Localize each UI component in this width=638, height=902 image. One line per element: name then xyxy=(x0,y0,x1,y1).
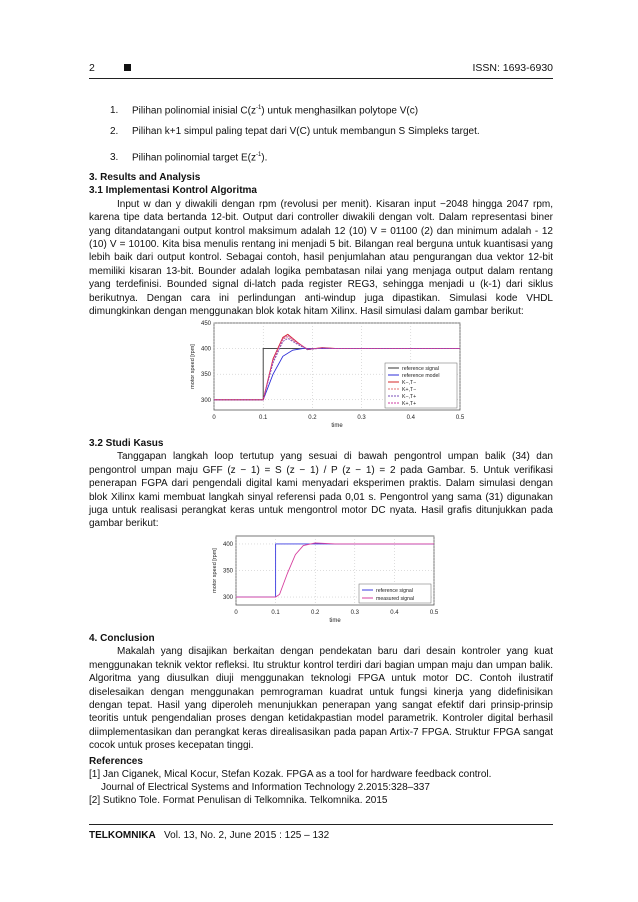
list-item: 2. Pilihan k+1 simpul paling tepat dari V(C) untuk membangun S Simpleks target. xyxy=(110,126,480,137)
y-tick-label: 400 xyxy=(222,541,233,548)
x-tick-label: 0.1 xyxy=(271,610,280,616)
legend-label: reference signal xyxy=(402,366,439,372)
x-tick-label: 0.5 xyxy=(455,415,465,421)
reference-item: [1] Jan Ciganek, Mical Kocur, Stefan Kozak. FPGA as a tool for hardware feedback control. xyxy=(89,769,492,780)
legend-label: reference signal xyxy=(376,588,413,594)
legend-label: K+,T+ xyxy=(402,401,417,407)
references xyxy=(89,755,553,807)
legend-label: K−,T+ xyxy=(402,394,417,400)
x-tick-label: 0.3 xyxy=(350,610,359,616)
header-rule xyxy=(89,78,553,79)
subsection-title: 3.2 Studi Kasus xyxy=(89,438,164,449)
section-title: 4. Conclusion xyxy=(89,633,155,644)
x-tick-label: 0 xyxy=(234,610,238,616)
x-tick-label: 0 xyxy=(212,415,216,421)
section-conclusion xyxy=(89,632,553,753)
y-tick-label: 450 xyxy=(200,321,211,327)
issue-info: Vol. 13, No. 2, June 2015 : 125 – 132 xyxy=(164,830,330,841)
figure-1-chart xyxy=(180,318,470,434)
reference-item-cont: Journal of Electrical Systems and Information Technology 2.2015:328–337 xyxy=(101,782,430,793)
page-header xyxy=(89,62,553,76)
section-case-study xyxy=(89,437,553,531)
y-tick-label: 400 xyxy=(200,346,211,353)
section-results xyxy=(89,171,553,318)
legend-label: measured signal xyxy=(376,596,415,602)
references-title: References xyxy=(89,756,143,767)
y-tick-label: 350 xyxy=(200,372,211,379)
x-axis-label: time xyxy=(331,423,343,429)
x-tick-label: 0.2 xyxy=(308,415,317,421)
subsection-title: 3.1 Implementasi Kontrol Algoritma xyxy=(89,185,257,197)
paragraph: Makalah yang disajikan berkaitan dengan pendekatan baru dari desain kontroler yang kuat menggunakan teknik vektor refleksi. Itu struktur kontrol terdiri dari bagian umpan maju dan umpan balik. Algoritma yang diusulkan diuji menggunakan teknologi FPGA untuk motor DC. Contoh ilustratif diselesaikan dengan menggunakan pemrograman kuadrat untuk fungsi kinerja yang didefinisikan dengan tepat. Hasil yang diperoleh menunjukkan penerapan yang sangat efektif dari prinsip-prinsip teoritis untuk pengendalian proses dengan ketidakpastian model parametrik. Kontroler digital berhasil diimplementasikan dan perangkat keras direalisasikan pada papan Artix-7 FPGA. Struktur FPGA sangat cocok untuk proses kecepatan tinggi. xyxy=(89,646,553,752)
x-tick-label: 0.5 xyxy=(429,610,439,616)
section-title: 3. Results and Analysis xyxy=(89,172,201,183)
y-tick-label: 350 xyxy=(222,568,233,575)
y-tick-label: 300 xyxy=(222,595,233,602)
y-axis-label: motor speed [rpm] xyxy=(212,548,218,593)
list-item: 1. Pilihan polinomial inisial $C(z^{-1})$ untuk menghasilkan polytope V(c) xyxy=(110,105,419,117)
x-tick-label: 0.3 xyxy=(357,415,366,421)
x-axis-label: time xyxy=(329,618,341,623)
legend-label: K+,T− xyxy=(402,387,417,393)
footer-rule xyxy=(89,824,553,825)
legend-label: K−,T− xyxy=(402,380,417,386)
x-tick-label: 0.4 xyxy=(406,415,415,421)
square-bullet-icon xyxy=(124,64,131,71)
journal-name: TELKOMNIKA xyxy=(89,830,156,841)
legend-label: reference model xyxy=(402,373,440,379)
x-tick-label: 0.1 xyxy=(259,415,268,421)
y-tick-label: 300 xyxy=(200,397,211,404)
page-footer xyxy=(89,830,329,841)
y-axis-label: motor speed [rpm] xyxy=(190,344,196,389)
list-item: 3. Pilihan polinomial target $E(z^{-1})$. xyxy=(110,152,268,164)
x-tick-label: 0.4 xyxy=(390,610,399,616)
reference-item: [2] Sutikno Tole. Format Penulisan di Telkomnika. Telkomnika. 2015 xyxy=(89,795,388,806)
figure-2-chart xyxy=(198,531,448,623)
issn: ISSN: 1693-6930 xyxy=(472,62,553,74)
x-tick-label: 0.2 xyxy=(311,610,320,616)
page-number: 2 xyxy=(89,62,95,74)
paragraph: Input w dan y diwakili dengan rpm (revolusi per menit). Kisaran input −2048 hingga 2047 rpm, karena tipe data bertanda 12-bit. Output dari controller diwakili dengan volt. Dalam representasi biner yang ditandatangani output kontrol maksimum adalah 12 (10) V = 01100 (2) dan minimum adalah - 12 (10) V = 10100. Kita bisa menulis rentang ini menjadi 5 bit. Bilangan real berguna untuk kuantisasi yang lebih baik dari output kontrol. Sebagai contoh, hasil penjumlahan atau pengurangan dua vektor 12-bit memiliki kisaran 13-bit. Bounder adalah logika pembatasan nilai yang menjaga output dalam rentang yang terdefinisi. Bounded signal di-latch pada register REG3, sehingga menjadi u (k-1) dari siklus berikutnya. Dengan cara ini perlindungan anti-windup juga dipastikan. Simulasi kode VHDL dimungkinkan dengan menggunakan blok kotak hitam Xilinx. Hasil simulasi dalam gambar berikut: xyxy=(89,198,553,318)
paragraph: Tanggapan langkah loop tertutup yang sesuai di bawah pengontrol umpan balik (34) dan pengontrol umpan maju GFF (z − 1) = S (z − 1) / P (z − 1) = 2 pada Gambar. 5. Untuk verifikasi penerapan FGPA dari pengendali digital kami menyadari eksperimen praktis. Dalam simulasi dengan blok Xilinx kami membuat langkah sinyal referensi pada 0,01 s. Pengontrol yang sama (31) digunakan juga untuk realisasi perangkat keras untuk mengontrol motor DC nyata. Hasil grafis ditunjukkan pada gambar berikut: xyxy=(89,451,553,530)
